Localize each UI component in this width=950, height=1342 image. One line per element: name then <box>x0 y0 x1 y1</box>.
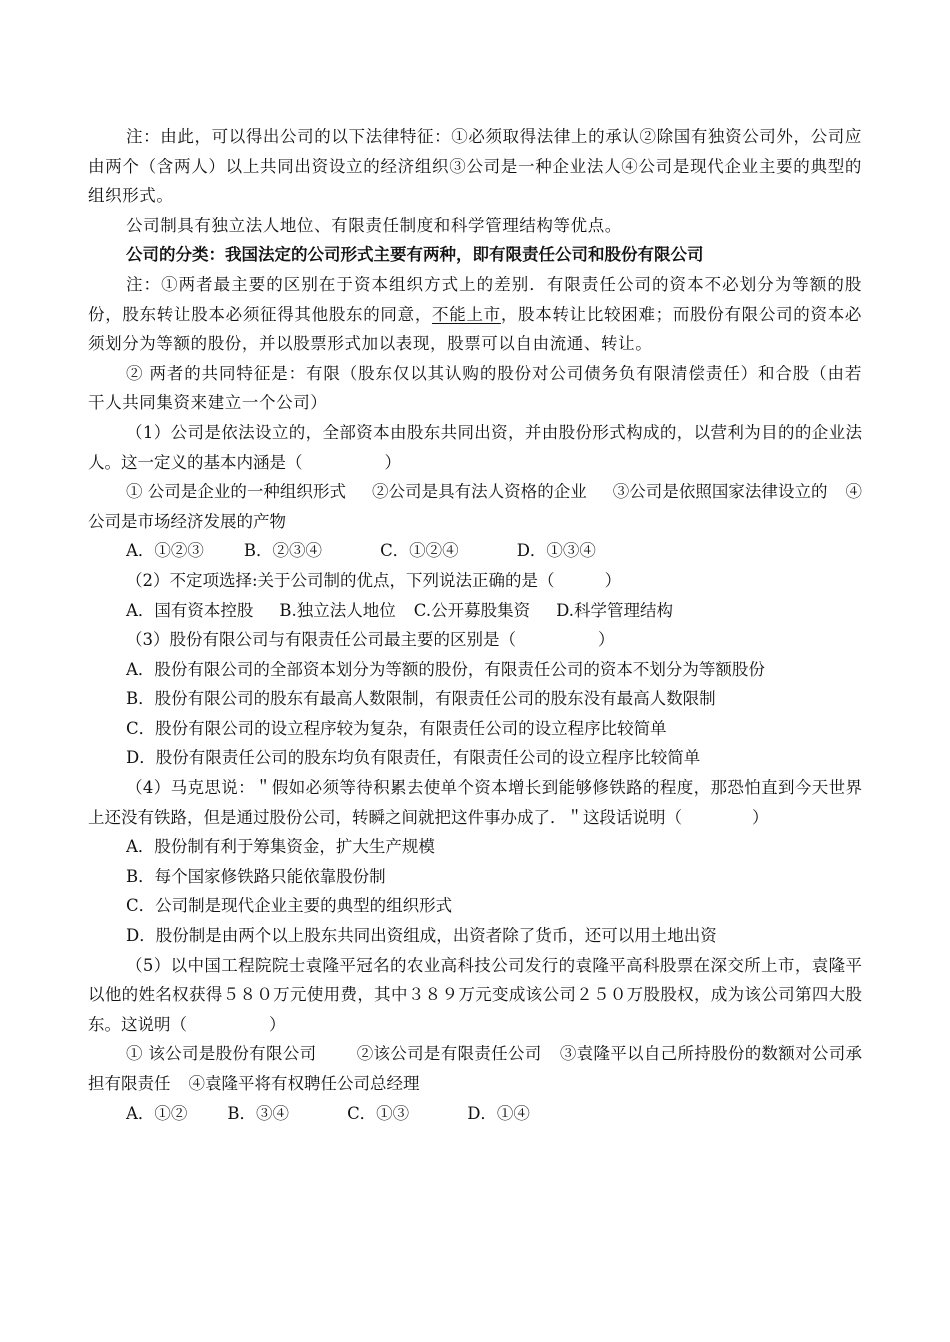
question-5-stem: （5）以中国工程院院士袁隆平冠名的农业高科技公司发行的袁隆平高科股票在深交所上市，袁隆平以他的姓名权获得５８０万元使用费，其中３８９万元变成该公司２５０万股股权，成为该公司第四大股东。这说明（ ） <box>88 955 862 1034</box>
question-5-statements: ① 该公司是股份有限公司 ②该公司是有限责任公司 ③袁隆平以自己所持股份的数额对公司承担有限责任 ④袁隆平将有权聘任公司总经理 <box>88 1044 863 1093</box>
classification-heading: 公司的分类：我国法定的公司形式主要有两种，即有限责任公司和股份有限公司 <box>126 245 704 265</box>
q3-option-c[interactable]: C．股份有限公司的设立程序较为复杂，有限责任公司的设立程序比较简单 <box>126 718 667 738</box>
note-differences: 注：①两者最主要的区别在于资本组织方式上的差别．有限责任公司的资本不必划分为等额的股份，股东转让股本必须征得其他股东的同意，不能上市，股本转让比较困难；而股份有限公司的资本必须划分为等额的股份，并以股票形式加以表现，股票可以自由流通、转让。 <box>88 274 862 354</box>
q1-option-a[interactable]: A．①②③ <box>126 541 204 561</box>
q2-option-a[interactable]: A．国有资本控股 <box>126 600 254 620</box>
q2-option-d[interactable]: D.科学管理结构 <box>556 600 673 620</box>
q2-option-b[interactable]: B.独立法人地位 <box>279 600 396 620</box>
q3-option-a[interactable]: A．股份有限公司的全部资本划分为等额的股份，有限责任公司的资本不划分为等额股份 <box>126 659 765 679</box>
underlined-phrase: 不能上市 <box>432 304 501 324</box>
question-1-options <box>88 536 862 566</box>
q4-option-b[interactable]: B．每个国家修铁路只能依靠股份制 <box>126 866 386 886</box>
advantages-text: 公司制具有独立法人地位、有限责任制度和科学管理结构等优点。 <box>126 215 622 235</box>
q1-option-c[interactable]: C．①②④ <box>380 541 459 561</box>
question-3-stem: （3）股份有限公司与有限责任公司最主要的区别是（ ） <box>126 630 615 650</box>
common-features-text: ② 两者的共同特征是：有限（股东仅以其认购的股份对公司债务负有限清偿责任）和合股（由若干人共同集资来建立一个公司） <box>88 363 862 413</box>
q5-option-c[interactable]: C．①③ <box>347 1103 410 1123</box>
q4-option-c[interactable]: C．公司制是现代企业主要的典型的组织形式 <box>126 896 453 916</box>
question-4-stem: （4）马克思说：＂假如必须等待积累去使单个资本增长到能够修铁路的程度，那恐怕直到今天世界上还没有铁路，但是通过股份公司，转瞬之间就把这件事办成了．＂这段话说明（ ） <box>88 778 862 827</box>
q1-option-b[interactable]: B．②③④ <box>243 541 323 561</box>
question-2-options <box>88 596 862 626</box>
question-5-options <box>88 1099 862 1129</box>
q5-option-d[interactable]: D．①④ <box>467 1103 530 1123</box>
q3-option-d[interactable]: D．股份有限责任公司的股东均负有限责任，有限责任公司的设立程序比较简单 <box>126 748 701 768</box>
note-legal-features: 注：由此，可以得出公司的以下法律特征：①必须取得法律上的承认②除国有独资公司外，公司应由两个（含两人）以上共同出资设立的经济组织③公司是一种企业法人④公司是现代企业主要的典型的组织形式。 <box>88 127 862 206</box>
q1-option-d[interactable]: D．①③④ <box>516 541 596 561</box>
question-2-stem: （2）不定项选择:关于公司制的优点，下列说法正确的是（ ） <box>126 570 622 590</box>
q2-option-c[interactable]: C.公开募股集资 <box>413 600 531 620</box>
question-1-stem: （1）公司是依法设立的，全部资本由股东共同出资，并由股份形式构成的，以营利为目的的企业法人。这一定义的基本内涵是（ ） <box>88 422 862 472</box>
q3-option-b[interactable]: B．股份有限公司的股东有最高人数限制，有限责任公司的股东没有最高人数限制 <box>126 689 716 709</box>
q4-option-a[interactable]: A．股份制有利于筹集资金，扩大生产规模 <box>126 837 435 857</box>
question-1-statements: ① 公司是企业的一种组织形式 ②公司是具有法人资格的企业 ③公司是依照国家法律设立的 ④公司是市场经济发展的产物 <box>88 482 863 531</box>
q5-option-b[interactable]: B．③④ <box>227 1103 290 1123</box>
q5-option-a[interactable]: A．①② <box>126 1103 188 1123</box>
q4-option-d[interactable]: D．股份制是由两个以上股东共同出资组成，出资者除了货币，还可以用土地出资 <box>126 926 717 946</box>
